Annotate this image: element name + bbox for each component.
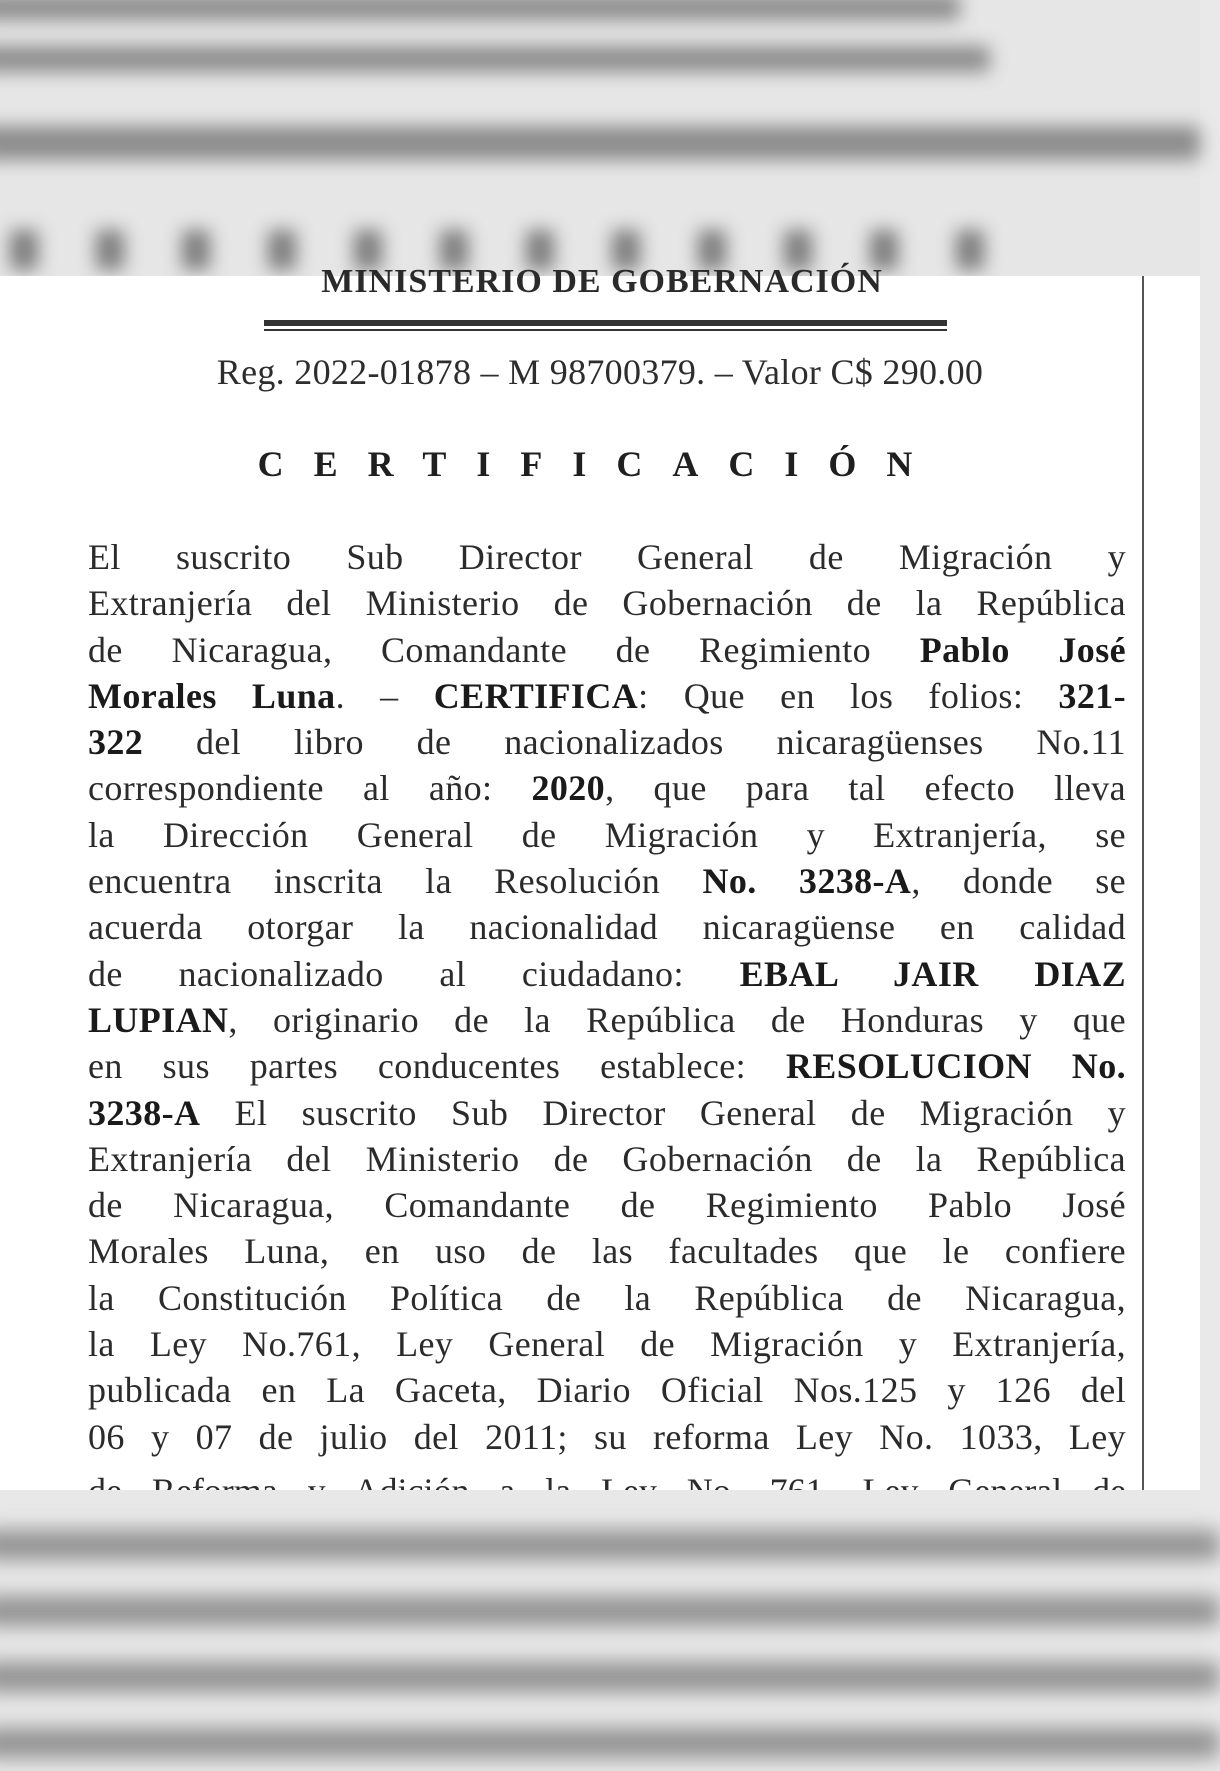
text-segment: , donde se — [911, 861, 1126, 902]
body-line-text — [88, 812, 1126, 858]
body-line-text — [88, 580, 1126, 626]
text-segment: encuentra inscrita la Resolución — [88, 861, 703, 902]
blurred-bar — [0, 1728, 1220, 1758]
body-line — [88, 812, 1126, 858]
text-segment: la Constitución Política de la República de Nicaragua, — [88, 1277, 1126, 1318]
text-segment: El suscrito Sub Director General de Migración y — [88, 537, 1126, 577]
bold-segment: 321- — [1058, 675, 1127, 716]
body-line-text — [88, 1275, 1126, 1321]
bold-segment: Morales Luna — [88, 675, 336, 716]
body-line — [88, 534, 1126, 580]
body-line-text — [88, 534, 1126, 580]
body-line-text — [88, 904, 1126, 950]
blurred-bar — [0, 1530, 1220, 1560]
body-line — [88, 1228, 1126, 1274]
page-edge-rule — [1142, 276, 1144, 1490]
body-line — [88, 1136, 1126, 1182]
heading-rule-thin — [264, 329, 947, 331]
blurred-bar — [0, 1596, 1220, 1626]
blurred-bottom-region — [0, 1490, 1200, 1771]
body-line-text — [88, 1090, 1126, 1136]
body-line-text — [88, 1136, 1126, 1182]
body-line — [88, 580, 1126, 626]
text-segment: publicada en La Gaceta, Diario Oficial Nos.125 y 126 del — [88, 1370, 1126, 1411]
body-line — [88, 1090, 1126, 1136]
bold-segment: LUPIAN — [88, 999, 229, 1040]
body-line — [88, 1414, 1126, 1460]
body-line-text — [88, 673, 1126, 719]
body-line — [88, 1182, 1126, 1228]
bold-segment: RESOLUCION No. — [785, 1046, 1126, 1087]
bold-segment: 3238-A — [88, 1092, 201, 1133]
text-segment: El suscrito Sub Director General de Migración y — [200, 1092, 1126, 1133]
body-line — [88, 765, 1126, 811]
text-segment: de Nicaragua, Comandante de Regimiento Pablo José — [88, 1185, 1126, 1226]
body-line-text — [88, 1321, 1126, 1367]
ministry-heading: MINISTERIO DE GOBERNACIÓN — [321, 263, 883, 300]
body-line-text — [88, 1228, 1126, 1274]
body-line-text — [88, 1367, 1126, 1413]
body-line-text — [88, 1414, 1126, 1460]
text-segment: en sus partes conducentes establece: — [88, 1046, 786, 1087]
body-line — [88, 1275, 1126, 1321]
body-line-text — [88, 858, 1126, 904]
body-line-text — [88, 1043, 1126, 1089]
text-segment: la Dirección General de Migración y Extranjería, se — [88, 814, 1126, 855]
registration-line: Reg. 2022-01878 – M 98700379. – Valor C$ 290.00 — [216, 352, 984, 392]
text-segment: , que para tal efecto lleva — [605, 768, 1127, 809]
text-segment: Extranjería del Ministerio de Gobernación de la República — [88, 583, 1126, 624]
blurred-bar — [0, 46, 990, 72]
body-line-text — [88, 719, 1126, 765]
body-line — [88, 951, 1126, 997]
body-line — [88, 997, 1126, 1043]
body-line — [88, 1321, 1126, 1367]
text-segment: Morales Luna, en uso de las facultades que le confiere — [88, 1231, 1126, 1272]
document-sheet — [0, 263, 1200, 1490]
text-segment: correspondiente al año: — [88, 768, 532, 809]
bold-segment: No. 3238-A — [702, 861, 912, 902]
bold-segment: 322 — [88, 722, 144, 763]
bold-segment: Pablo José — [919, 629, 1126, 670]
text-segment: , originario de la República de Honduras y que — [228, 999, 1126, 1040]
body-line-text — [88, 951, 1126, 997]
body-line — [88, 904, 1126, 950]
body-line — [88, 627, 1126, 673]
body-line-text — [88, 1182, 1126, 1228]
bold-segment: CERTIFICA — [433, 675, 639, 716]
text-segment: acuerda otorgar la nacionalidad nicaragüense en calidad — [88, 907, 1126, 948]
certification-body — [88, 534, 1126, 1460]
bold-segment: EBAL JAIR DIAZ — [739, 953, 1127, 994]
text-segment: del libro de nacionalizados nicaragüenses No.11 — [143, 722, 1126, 763]
body-line — [88, 858, 1126, 904]
certification-title: CERTIFICACIÓN — [257, 444, 943, 484]
blurred-bar — [0, 0, 960, 20]
blurred-bottom-content — [0, 1530, 1200, 1758]
text-segment: la Ley No.761, Ley General de Migración y Extranjería, — [88, 1324, 1126, 1365]
heading-rule-thick — [264, 320, 947, 326]
body-line — [88, 673, 1126, 719]
text-segment: : Que en los folios: — [638, 675, 1059, 716]
body-line — [88, 719, 1126, 765]
blurred-top-content — [0, 0, 1200, 270]
blurred-bar — [0, 1662, 1220, 1692]
body-line-text — [88, 765, 1126, 811]
text-segment: . – — [335, 675, 434, 716]
blurred-top-region — [0, 0, 1200, 276]
text-segment: de Nicaragua, Comandante de Regimiento — [88, 629, 920, 670]
text-segment: de nacionalizado al ciudadano: — [88, 953, 740, 994]
body-line-text — [88, 997, 1126, 1043]
text-segment: Extranjería del Ministerio de Gobernación de la República — [88, 1138, 1126, 1179]
body-line — [88, 1367, 1126, 1413]
text-segment: 06 y 07 de julio del 2011; su reforma Ley No. 1033, Ley — [88, 1416, 1126, 1457]
blurred-bar — [0, 126, 1200, 160]
bold-segment: 2020 — [531, 768, 606, 809]
body-line-text — [88, 627, 1126, 673]
body-line — [88, 1043, 1126, 1089]
